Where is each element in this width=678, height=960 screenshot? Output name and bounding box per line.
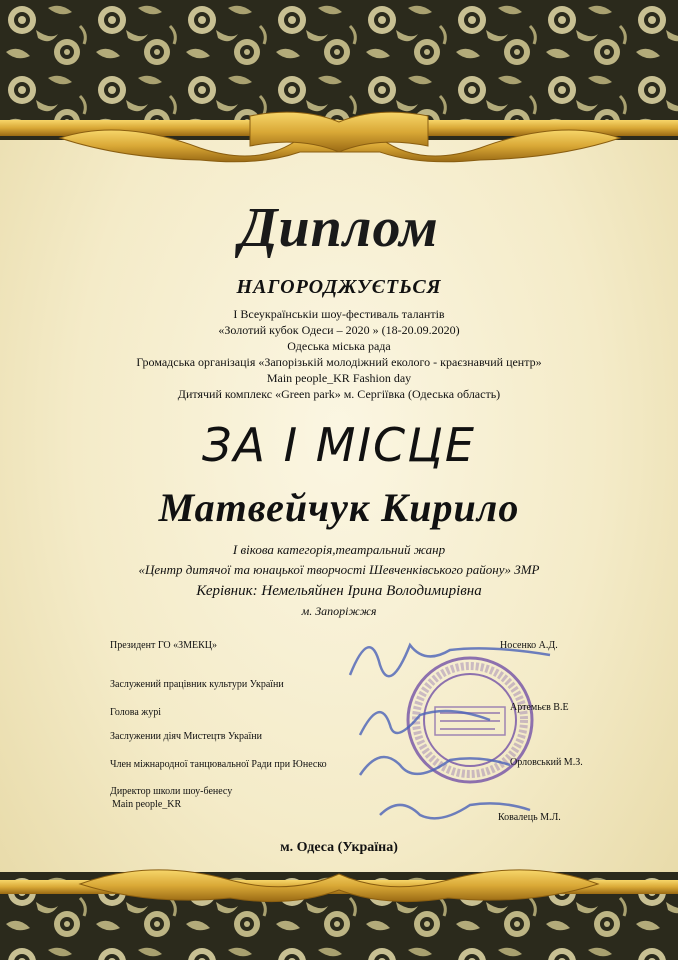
teacher-line: Керівник: Немельяйнен Ірина Володимирівна xyxy=(196,583,482,599)
footer-city: м. Одеса (Україна) xyxy=(280,840,398,855)
bottom-gold-ribbon xyxy=(0,850,678,910)
place-heading: ЗА І МІСЦЕ xyxy=(202,418,476,472)
signatory-role: Main people_KR xyxy=(112,799,182,810)
city-line: м. Запоріжжя xyxy=(301,604,377,618)
event-line: «Золотий кубок Одеси – 2020 » (18-20.09.2020) xyxy=(218,323,460,337)
recipient-name: Матвейчук Кирило xyxy=(158,485,520,530)
event-line: Громадська організація «Запорізькій молодіжний еколого - краєзнавчий центр» xyxy=(136,355,542,369)
detail-line: І вікова категорія,театральний жанр xyxy=(232,542,446,557)
event-line: Дитячий комплекс «Green park» м. Сергіївка (Одеська область) xyxy=(177,387,501,401)
signatory-name: Носенко А.Д. xyxy=(500,640,558,651)
event-line: Одеська міська рада xyxy=(287,339,391,353)
detail-line: «Центр дитячої та юнацької творчості Шевченківського району» ЗМР xyxy=(138,562,540,577)
signatory-role: Член міжнародної танцювальної Ради при Юнеско xyxy=(110,759,327,770)
signatory-role: Голова журі xyxy=(110,707,161,718)
top-gold-ribbon xyxy=(0,108,678,178)
event-line: Main people_KR Fashion day xyxy=(266,371,412,385)
event-line: І Всеукраїнськіи шоу-фестиваль талантів xyxy=(233,307,445,321)
signatory-name: Ковалець М.Л. xyxy=(498,812,561,823)
diploma-title: Диплом xyxy=(239,197,439,259)
award-verb: НАГОРОДЖУЄТЬСЯ xyxy=(236,276,442,298)
signatory-role: Президент ГО «ЗМЕКЦ» xyxy=(110,640,217,651)
signatory-role: Заслужении діяч Мистецтв України xyxy=(110,731,262,742)
signatory-name: Орловський М.З. xyxy=(510,757,583,768)
signatory-role: Директор школи шоу-бенесу xyxy=(110,786,233,797)
signatory-role: Заслужений працівник культури України xyxy=(110,679,284,690)
signatory-name: Артемьєв В.Е xyxy=(510,702,569,713)
